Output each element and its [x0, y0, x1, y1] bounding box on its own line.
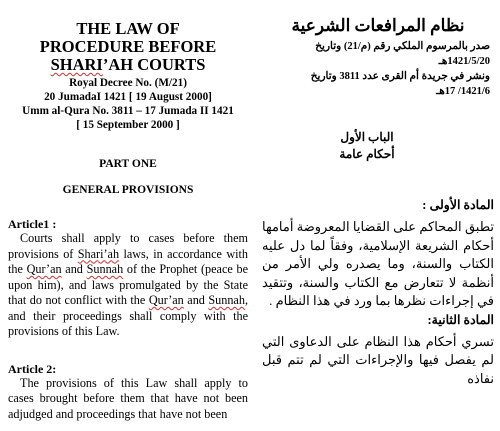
english-title-word-courts: ’AH COURTS — [102, 55, 206, 74]
arabic-date-line: 1421/6/ 17هـ — [436, 86, 490, 97]
arabic-article-1-label: المادة الأولى : — [422, 198, 494, 212]
english-title-line-3 — [8, 56, 248, 74]
article-1-text-part: and — [61, 262, 87, 276]
article-1-text-part: and — [183, 293, 209, 307]
article-1-label — [8, 217, 248, 231]
term-sunnah: Sunnah — [86, 262, 124, 276]
arabic-article-1-text: تطبق المحاكم على القضايا المعروضة أمامها أحكام الشريعة الإسلامية، وفقاً لما دل عليه الكتاب والسنة، وما يصدره ولي الأمر من أنظمة لا تتعارض مع الكتاب والسنة، وتتقيد في إجراءات نظرها بما ورد في هذا النظام . — [262, 219, 494, 308]
article-1-text-part: laws, in accordance with the — [8, 246, 248, 276]
term-quran: Qur’an — [148, 293, 184, 307]
part-one-heading: PART ONE — [99, 158, 157, 170]
arabic-article-2-text: تسري أحكام هذا النظام على الدعاوى التي لم يفصل فيها والإجراءات التي لم تتم قبل نفاذه — [262, 333, 494, 386]
article-1-text-part: Courts shall apply to cases before them provisions of — [8, 231, 248, 261]
english-title-word-shariah: SHARI — [50, 55, 103, 74]
general-provisions-heading: GENERAL PROVISIONS — [62, 184, 194, 196]
arabic-decree-line: صدر بالمرسوم الملكي رقم (م/21) وتاريخ 1421/5/20هـ — [315, 41, 490, 67]
arabic-article-2-label: المادة الثانية: — [427, 312, 494, 327]
arabic-column — [262, 0, 494, 388]
article-1-label-colon: : — [49, 217, 57, 231]
term-quran: Qur’an — [26, 262, 62, 276]
english-title-line-2: PROCEDURE BEFORE — [39, 37, 217, 56]
article-1-text-part: , and their proceedings shall comply with the provisions of this Law. — [8, 293, 248, 338]
article-2-label: Article 2: — [8, 361, 57, 376]
english-title — [8, 20, 248, 74]
english-column — [8, 0, 248, 422]
arabic-publication-line: ونشر في جريدة أم القرى عدد 3811 وتاريخ — [310, 71, 490, 82]
gregorian-date-line: [ 15 September 2000 ] — [76, 119, 180, 131]
article-1-label-text: Article1 — [8, 217, 50, 231]
umm-al-qura-line: Umm al-Qura No. 3811 – 17 Jumada II 1421 — [22, 105, 234, 117]
arabic-general-provisions-heading: أحكام عامة — [339, 147, 395, 161]
article-2-text: The provisions of this Law shall apply to cases brought before them that have not been adjudged and proceedings that have not been — [8, 375, 248, 421]
article-1-text-part: of the Prophet (peace be upon him), and laws promulgated by the State that do not conflict with the — [8, 262, 248, 307]
arabic-part-one-heading: الباب الأول — [340, 130, 394, 144]
english-title-line-1: THE LAW OF — [76, 19, 180, 38]
arabic-title: نظام المرافعات الشرعية — [291, 16, 465, 35]
royal-decree-line: Royal Decree No. (M/21) — [69, 77, 187, 89]
term-shariah: Shari’ah — [77, 246, 120, 261]
term-sunnah: Sunnah — [208, 293, 245, 307]
article-1-text — [8, 231, 248, 340]
decree-date-line: 20 JumadaI 1421 [ 19 August 2000] — [44, 91, 212, 103]
